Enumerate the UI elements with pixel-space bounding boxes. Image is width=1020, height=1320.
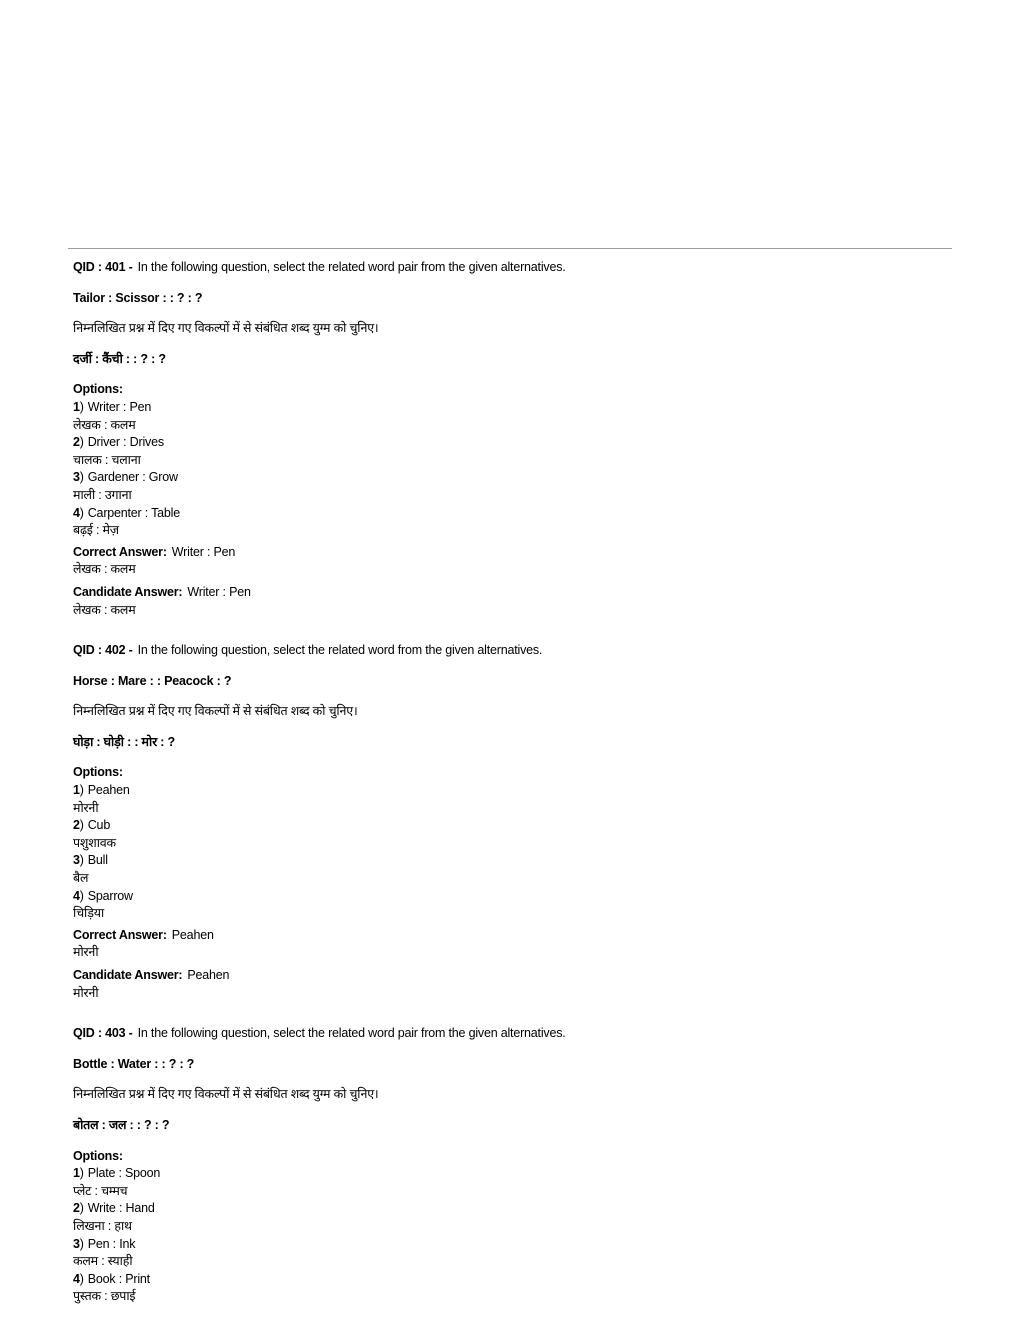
options-block (73, 764, 950, 922)
option-2-hi: पशुशावक (73, 835, 116, 850)
option-number: 2 (73, 435, 80, 450)
question-intro-hi: निम्नलिखित प्रश्न में दिए गए विकल्पों में से संबंधित शब्द को चुनिए। (73, 704, 358, 719)
option-text-en: Gardener : Grow (87, 470, 178, 485)
option-4-hi: पुस्तक : छपाई (73, 1289, 136, 1304)
option-text-en: Sparrow (87, 888, 133, 903)
option-number: 3 (73, 1236, 80, 1251)
option-text-en: Plate : Spoon (87, 1166, 161, 1181)
option-number: 1 (73, 1166, 80, 1181)
options-label: Options: (73, 1148, 123, 1163)
candidate-answer-label: Candidate Answer: (73, 968, 183, 982)
option-4-hi: चिड़िया (73, 906, 104, 921)
option-paren: ) (79, 470, 84, 485)
option-number: 4 (73, 888, 80, 903)
question-intro-hi: निम्नलिखित प्रश्न में दिए गए विकल्पों में से संबंधित शब्द युग्म को चुनिए। (73, 1087, 379, 1102)
question-402 (73, 642, 950, 1002)
option-paren: ) (79, 1166, 84, 1181)
option-2-en (73, 434, 950, 452)
correct-answer-label: Correct Answer: (73, 544, 167, 559)
correct-answer-en: Writer : Pen (171, 544, 236, 559)
question-id: QID : 403 - (73, 1026, 133, 1041)
correct-answer (73, 544, 950, 579)
questions-content (0, 249, 1020, 1306)
option-number: 1 (73, 399, 80, 414)
option-2-hi: चालक : चलाना (73, 452, 141, 467)
option-paren: ) (79, 853, 84, 868)
option-3-hi: बैल (73, 871, 89, 886)
candidate-answer-hi: लेखक : कलम (73, 602, 136, 617)
candidate-answer-en: Writer : Pen (187, 584, 251, 599)
option-paren: ) (79, 783, 84, 798)
correct-answer-hi: मोरनी (73, 945, 99, 960)
candidate-answer-en: Peahen (187, 968, 230, 982)
option-number: 3 (73, 470, 80, 485)
option-2-en (73, 1200, 950, 1218)
option-paren: ) (79, 888, 84, 903)
candidate-answer (73, 967, 950, 1002)
option-1-hi: प्लेट : चम्मच (73, 1183, 128, 1198)
correct-answer-hi: लेखक : कलम (73, 562, 136, 577)
option-paren: ) (79, 1201, 84, 1216)
option-1-hi: लेखक : कलम (73, 417, 136, 432)
question-intro-text: In the following question, select the related word pair from the given alternatives. (137, 1026, 566, 1041)
option-text-en: Writer : Pen (87, 399, 152, 414)
option-number: 2 (73, 818, 80, 833)
option-4-en (73, 888, 950, 906)
question-intro-line (73, 1025, 950, 1043)
candidate-answer-label: Candidate Answer: (73, 584, 183, 599)
option-2-hi: लिखना : हाथ (73, 1218, 132, 1233)
options-block (73, 1148, 950, 1306)
question-401 (73, 259, 950, 619)
question-intro-line (73, 259, 950, 277)
option-3-en (73, 852, 950, 870)
option-number: 2 (73, 1201, 80, 1216)
option-number: 1 (73, 783, 80, 798)
option-4-hi: बढ़ई : मेज़ (73, 523, 119, 538)
option-3-hi: कलम : स्याही (73, 1254, 133, 1269)
option-text-en: Driver : Drives (87, 435, 164, 450)
option-text-en: Peahen (87, 783, 130, 798)
option-paren: ) (79, 1271, 84, 1286)
option-number: 4 (73, 1271, 80, 1286)
question-intro-text: In the following question, select the related word pair from the given alternatives. (137, 260, 566, 274)
option-paren: ) (79, 818, 84, 833)
question-stem-hi: घोड़ा : घोड़ी : : मोर : ? (73, 734, 175, 749)
question-stem-hi: बोतल : जल : : ? : ? (73, 1117, 170, 1132)
option-number: 4 (73, 505, 80, 520)
option-paren: ) (79, 399, 84, 414)
option-2-en (73, 817, 950, 835)
option-number: 3 (73, 853, 80, 868)
option-4-en (73, 1271, 950, 1289)
option-text-en: Write : Hand (87, 1201, 155, 1216)
options-block (73, 381, 950, 539)
candidate-answer (73, 584, 950, 619)
correct-answer-en: Peahen (171, 927, 214, 942)
option-text-en: Bull (87, 853, 108, 868)
correct-answer-label: Correct Answer: (73, 927, 167, 942)
option-text-en: Book : Print (87, 1271, 150, 1286)
option-paren: ) (79, 1236, 84, 1251)
question-stem-hi: दर्जी : कैंची : : ? : ? (73, 351, 166, 366)
option-text-en: Carpenter : Table (87, 505, 180, 520)
correct-answer (73, 927, 950, 962)
question-stem-en: Horse : Mare : : Peacock : ? (73, 673, 232, 688)
question-stem-en: Tailor : Scissor : : ? : ? (73, 290, 203, 305)
question-stem-en: Bottle : Water : : ? : ? (73, 1056, 195, 1071)
option-3-hi: माली : उगाना (73, 487, 132, 502)
question-intro-text: In the following question, select the related word from the given alternatives. (137, 643, 543, 658)
option-3-en (73, 469, 950, 487)
option-text-en: Cub (87, 818, 111, 833)
option-text-en: Pen : Ink (87, 1236, 136, 1251)
option-4-en (73, 505, 950, 523)
option-1-en (73, 1165, 950, 1183)
option-paren: ) (79, 435, 84, 450)
option-1-en (73, 782, 950, 800)
question-id: QID : 401 - (73, 260, 133, 274)
question-intro-line (73, 642, 950, 660)
options-label: Options: (73, 765, 123, 780)
option-1-hi: मोरनी (73, 800, 99, 815)
candidate-answer-hi: मोरनी (73, 985, 99, 1000)
question-403 (73, 1025, 950, 1306)
options-label: Options: (73, 382, 123, 397)
option-paren: ) (79, 505, 84, 520)
question-intro-hi: निम्नलिखित प्रश्न में दिए गए विकल्पों में से संबंधित शब्द युग्म को चुनिए। (73, 321, 379, 336)
option-3-en (73, 1236, 950, 1254)
option-1-en (73, 399, 950, 417)
question-id: QID : 402 - (73, 643, 133, 658)
